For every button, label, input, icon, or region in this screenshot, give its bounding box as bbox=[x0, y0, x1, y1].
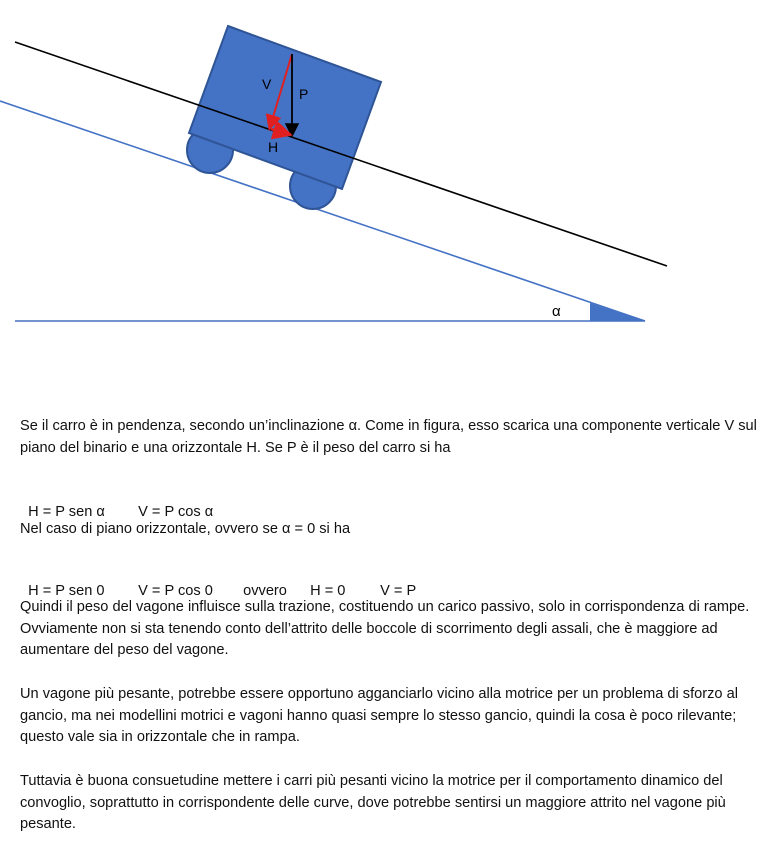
formula-v-zero: V = P cos 0 bbox=[138, 582, 213, 599]
formula-ovvero: ovvero bbox=[243, 582, 287, 599]
paragraph-heavy-wagon: Un vagone più pesante, potrebbe essere opportuno agganciarlo vicino alla motrice per un problema di sforzo al gancio, ma nei modellini motrici e vagoni hanno quasi sempre lo stesso gancio, quindi la cosa è poco rilevante; questo vale sia in orizzontale che in rampa. bbox=[20, 686, 738, 745]
formula-general bbox=[20, 480, 213, 523]
paragraph-weight-effect: Quindi il peso del vagone influisce sulla trazione, costituendo un carico passivo, solo in corrispondenza di rampe. Ovviamente non si sta tenendo conto dell’attrito delle boccole di scorrimento degli assali, che è maggiore ad aumentare del peso del vagone. bbox=[20, 599, 750, 658]
formula-h-result: H = 0 bbox=[310, 582, 346, 599]
incline-diagram bbox=[0, 0, 768, 360]
formula-h-zero: H = P sen 0 bbox=[28, 582, 105, 599]
paragraph-intro: Se il carro è in pendenza, secondo un’inclinazione α. Come in figura, esso scarica una componente verticale V sul piano del binario e una orizzontale H. Se P è il peso del carro si ha bbox=[20, 418, 757, 456]
formula-v-general: V = P cos α bbox=[138, 503, 214, 520]
formula-zero bbox=[20, 559, 416, 602]
formula-v-result: V = P bbox=[380, 582, 417, 599]
label-h: H bbox=[268, 139, 279, 155]
formula-h-general: H = P sen α bbox=[28, 503, 105, 520]
label-p: P bbox=[299, 86, 309, 102]
label-v: V bbox=[262, 76, 272, 92]
paragraph-conclusion: Tuttavia è buona consuetudine mettere i carri più pesanti vicino la motrice per il comportamento dinamico del convoglio, soprattutto in corrispondente delle curve, dove potrebbe sentirsi un maggiore attrito nel vagone più pesante. bbox=[20, 773, 726, 832]
label-alpha: α bbox=[552, 303, 561, 320]
paragraph-flat-case: Nel caso di piano orizzontale, ovvero se α = 0 si ha bbox=[20, 521, 351, 537]
